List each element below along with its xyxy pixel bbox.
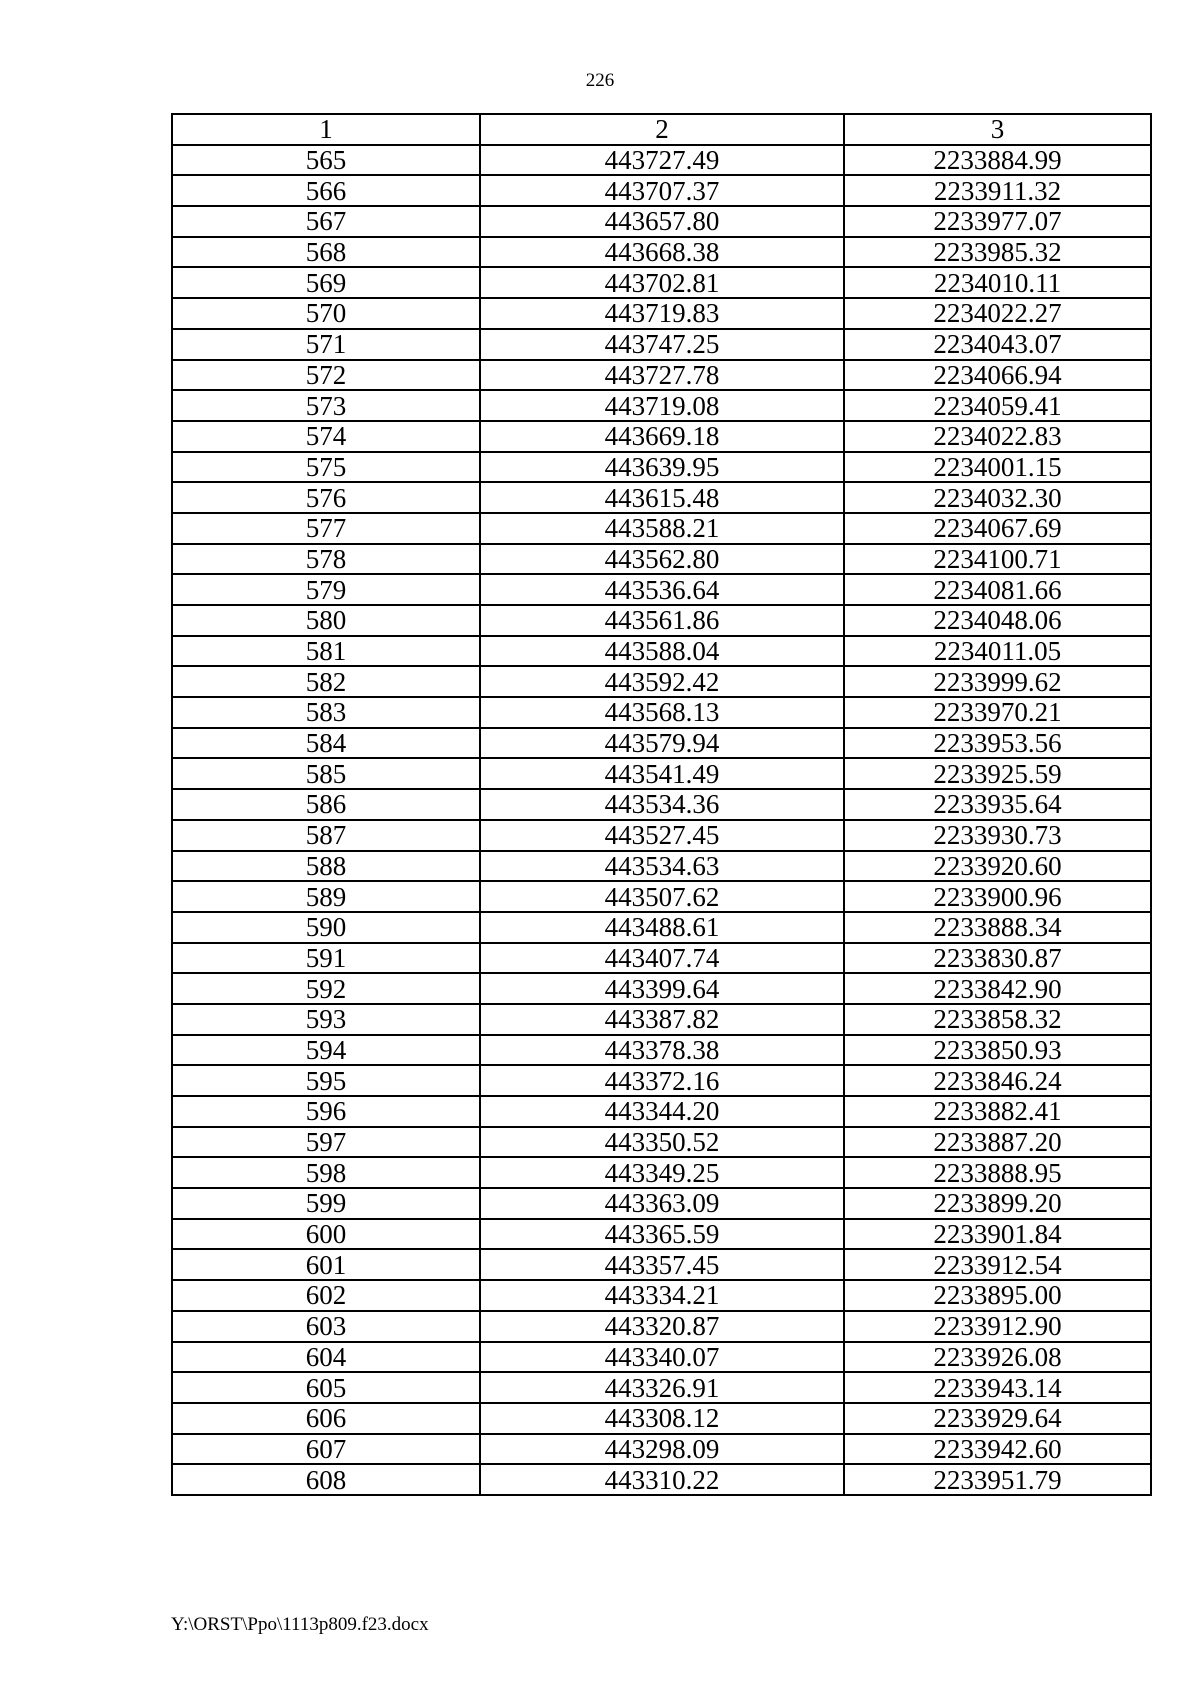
y-coordinate-cell: 2234048.06	[844, 605, 1151, 636]
y-coordinate-cell: 2233977.07	[844, 206, 1151, 237]
point-number-cell: 570	[172, 298, 480, 329]
y-coordinate-cell: 2233925.59	[844, 758, 1151, 789]
table-row	[172, 728, 1151, 759]
point-number-cell: 588	[172, 851, 480, 882]
x-coordinate-cell: 443350.52	[480, 1127, 844, 1158]
y-coordinate-cell: 2233884.99	[844, 145, 1151, 176]
point-number-cell: 578	[172, 544, 480, 575]
column-header-3: 3	[844, 114, 1151, 145]
y-coordinate-cell: 2233929.64	[844, 1403, 1151, 1434]
y-coordinate-cell: 2233912.54	[844, 1249, 1151, 1280]
x-coordinate-cell: 443399.64	[480, 973, 844, 1004]
table-row	[172, 943, 1151, 974]
x-coordinate-cell: 443615.48	[480, 482, 844, 513]
y-coordinate-cell: 2233895.00	[844, 1280, 1151, 1311]
y-coordinate-cell: 2233901.84	[844, 1219, 1151, 1250]
x-coordinate-cell: 443349.25	[480, 1157, 844, 1188]
table-row	[172, 1464, 1151, 1495]
y-coordinate-cell: 2234032.30	[844, 482, 1151, 513]
point-number-cell: 585	[172, 758, 480, 789]
point-number-cell: 599	[172, 1188, 480, 1219]
point-number-cell: 577	[172, 513, 480, 544]
x-coordinate-cell: 443668.38	[480, 237, 844, 268]
x-coordinate-cell: 443719.08	[480, 390, 844, 421]
point-number-cell: 583	[172, 697, 480, 728]
x-coordinate-cell: 443707.37	[480, 175, 844, 206]
table-row	[172, 544, 1151, 575]
y-coordinate-cell: 2234022.27	[844, 298, 1151, 329]
point-number-cell: 565	[172, 145, 480, 176]
x-coordinate-cell: 443579.94	[480, 728, 844, 759]
x-coordinate-cell: 443568.13	[480, 697, 844, 728]
table-row	[172, 881, 1151, 912]
point-number-cell: 586	[172, 789, 480, 820]
table-body	[172, 145, 1151, 1495]
footer-file-path: Y:\ORST\Ppo\1113p809.f23.docx	[171, 1614, 429, 1635]
x-coordinate-cell: 443639.95	[480, 452, 844, 483]
x-coordinate-cell: 443365.59	[480, 1219, 844, 1250]
point-number-cell: 607	[172, 1434, 480, 1465]
table-row	[172, 1188, 1151, 1219]
point-number-cell: 606	[172, 1403, 480, 1434]
point-number-cell: 582	[172, 666, 480, 697]
x-coordinate-cell: 443588.21	[480, 513, 844, 544]
point-number-cell: 584	[172, 728, 480, 759]
point-number-cell: 604	[172, 1342, 480, 1373]
table-row	[172, 1403, 1151, 1434]
table-row	[172, 513, 1151, 544]
table-row	[172, 1249, 1151, 1280]
y-coordinate-cell: 2233951.79	[844, 1464, 1151, 1495]
point-number-cell: 574	[172, 421, 480, 452]
table-row	[172, 390, 1151, 421]
y-coordinate-cell: 2234010.11	[844, 267, 1151, 298]
y-coordinate-cell: 2233842.90	[844, 973, 1151, 1004]
x-coordinate-cell: 443534.63	[480, 851, 844, 882]
point-number-cell: 601	[172, 1249, 480, 1280]
table-row	[172, 267, 1151, 298]
y-coordinate-cell: 2233970.21	[844, 697, 1151, 728]
y-coordinate-cell: 2233911.32	[844, 175, 1151, 206]
table-row	[172, 206, 1151, 237]
x-coordinate-cell: 443588.04	[480, 636, 844, 667]
table-row	[172, 1219, 1151, 1250]
table-row	[172, 1065, 1151, 1096]
table-row	[172, 329, 1151, 360]
table-row	[172, 452, 1151, 483]
y-coordinate-cell: 2233935.64	[844, 789, 1151, 820]
x-coordinate-cell: 443334.21	[480, 1280, 844, 1311]
y-coordinate-cell: 2233920.60	[844, 851, 1151, 882]
y-coordinate-cell: 2234081.66	[844, 574, 1151, 605]
point-number-cell: 600	[172, 1219, 480, 1250]
point-number-cell: 595	[172, 1065, 480, 1096]
y-coordinate-cell: 2234100.71	[844, 544, 1151, 575]
y-coordinate-cell: 2233900.96	[844, 881, 1151, 912]
table-row	[172, 1096, 1151, 1127]
x-coordinate-cell: 443669.18	[480, 421, 844, 452]
point-number-cell: 579	[172, 574, 480, 605]
y-coordinate-cell: 2233953.56	[844, 728, 1151, 759]
x-coordinate-cell: 443363.09	[480, 1188, 844, 1219]
y-coordinate-cell: 2233985.32	[844, 237, 1151, 268]
table-row	[172, 912, 1151, 943]
table-row	[172, 360, 1151, 391]
x-coordinate-cell: 443308.12	[480, 1403, 844, 1434]
table-row	[172, 145, 1151, 176]
point-number-cell: 571	[172, 329, 480, 360]
x-coordinate-cell: 443378.38	[480, 1035, 844, 1066]
x-coordinate-cell: 443536.64	[480, 574, 844, 605]
table-row	[172, 636, 1151, 667]
x-coordinate-cell: 443326.91	[480, 1372, 844, 1403]
point-number-cell: 592	[172, 973, 480, 1004]
table-row	[172, 1434, 1151, 1465]
coordinates-table	[171, 113, 1152, 1496]
table-row	[172, 973, 1151, 1004]
y-coordinate-cell: 2234066.94	[844, 360, 1151, 391]
x-coordinate-cell: 443657.80	[480, 206, 844, 237]
table-row	[172, 820, 1151, 851]
point-number-cell: 566	[172, 175, 480, 206]
table-row	[172, 237, 1151, 268]
page-number: 226	[585, 70, 615, 91]
column-header-2: 2	[480, 114, 844, 145]
point-number-cell: 594	[172, 1035, 480, 1066]
x-coordinate-cell: 443562.80	[480, 544, 844, 575]
y-coordinate-cell: 2233899.20	[844, 1188, 1151, 1219]
point-number-cell: 587	[172, 820, 480, 851]
point-number-cell: 590	[172, 912, 480, 943]
table-row	[172, 1372, 1151, 1403]
table-row	[172, 421, 1151, 452]
x-coordinate-cell: 443561.86	[480, 605, 844, 636]
point-number-cell: 575	[172, 452, 480, 483]
column-header-1: 1	[172, 114, 480, 145]
y-coordinate-cell: 2233943.14	[844, 1372, 1151, 1403]
table-row	[172, 697, 1151, 728]
point-number-cell: 591	[172, 943, 480, 974]
x-coordinate-cell: 443357.45	[480, 1249, 844, 1280]
table-row	[172, 1157, 1151, 1188]
y-coordinate-cell: 2233858.32	[844, 1004, 1151, 1035]
table-row	[172, 605, 1151, 636]
point-number-cell: 605	[172, 1372, 480, 1403]
y-coordinate-cell: 2233888.34	[844, 912, 1151, 943]
x-coordinate-cell: 443340.07	[480, 1342, 844, 1373]
table-row	[172, 666, 1151, 697]
y-coordinate-cell: 2233926.08	[844, 1342, 1151, 1373]
y-coordinate-cell: 2233850.93	[844, 1035, 1151, 1066]
point-number-cell: 572	[172, 360, 480, 391]
table-row	[172, 1004, 1151, 1035]
table-row	[172, 175, 1151, 206]
x-coordinate-cell: 443719.83	[480, 298, 844, 329]
table-row	[172, 1280, 1151, 1311]
x-coordinate-cell: 443320.87	[480, 1311, 844, 1342]
point-number-cell: 580	[172, 605, 480, 636]
point-number-cell: 602	[172, 1280, 480, 1311]
table-row	[172, 1127, 1151, 1158]
x-coordinate-cell: 443507.62	[480, 881, 844, 912]
x-coordinate-cell: 443344.20	[480, 1096, 844, 1127]
y-coordinate-cell: 2234001.15	[844, 452, 1151, 483]
x-coordinate-cell: 443727.78	[480, 360, 844, 391]
x-coordinate-cell: 443702.81	[480, 267, 844, 298]
table-row	[172, 1342, 1151, 1373]
y-coordinate-cell: 2233830.87	[844, 943, 1151, 974]
table-row	[172, 1035, 1151, 1066]
y-coordinate-cell: 2233887.20	[844, 1127, 1151, 1158]
y-coordinate-cell: 2234059.41	[844, 390, 1151, 421]
x-coordinate-cell: 443488.61	[480, 912, 844, 943]
x-coordinate-cell: 443372.16	[480, 1065, 844, 1096]
x-coordinate-cell: 443592.42	[480, 666, 844, 697]
point-number-cell: 598	[172, 1157, 480, 1188]
x-coordinate-cell: 443298.09	[480, 1434, 844, 1465]
x-coordinate-cell: 443747.25	[480, 329, 844, 360]
table-row	[172, 758, 1151, 789]
y-coordinate-cell: 2234067.69	[844, 513, 1151, 544]
point-number-cell: 597	[172, 1127, 480, 1158]
point-number-cell: 589	[172, 881, 480, 912]
y-coordinate-cell: 2234043.07	[844, 329, 1151, 360]
y-coordinate-cell: 2233888.95	[844, 1157, 1151, 1188]
table-row	[172, 1311, 1151, 1342]
table-row	[172, 482, 1151, 513]
header-row	[172, 114, 1151, 145]
y-coordinate-cell: 2233882.41	[844, 1096, 1151, 1127]
x-coordinate-cell: 443541.49	[480, 758, 844, 789]
x-coordinate-cell: 443310.22	[480, 1464, 844, 1495]
table-row	[172, 298, 1151, 329]
x-coordinate-cell: 443527.45	[480, 820, 844, 851]
y-coordinate-cell: 2233942.60	[844, 1434, 1151, 1465]
y-coordinate-cell: 2233912.90	[844, 1311, 1151, 1342]
point-number-cell: 608	[172, 1464, 480, 1495]
point-number-cell: 569	[172, 267, 480, 298]
y-coordinate-cell: 2233846.24	[844, 1065, 1151, 1096]
point-number-cell: 568	[172, 237, 480, 268]
table-row	[172, 789, 1151, 820]
point-number-cell: 596	[172, 1096, 480, 1127]
point-number-cell: 581	[172, 636, 480, 667]
y-coordinate-cell: 2234011.05	[844, 636, 1151, 667]
y-coordinate-cell: 2234022.83	[844, 421, 1151, 452]
point-number-cell: 593	[172, 1004, 480, 1035]
x-coordinate-cell: 443534.36	[480, 789, 844, 820]
table-row	[172, 574, 1151, 605]
point-number-cell: 576	[172, 482, 480, 513]
x-coordinate-cell: 443407.74	[480, 943, 844, 974]
table-header	[172, 114, 1151, 145]
y-coordinate-cell: 2233930.73	[844, 820, 1151, 851]
x-coordinate-cell: 443387.82	[480, 1004, 844, 1035]
point-number-cell: 573	[172, 390, 480, 421]
y-coordinate-cell: 2233999.62	[844, 666, 1151, 697]
table-row	[172, 851, 1151, 882]
point-number-cell: 567	[172, 206, 480, 237]
x-coordinate-cell: 443727.49	[480, 145, 844, 176]
point-number-cell: 603	[172, 1311, 480, 1342]
